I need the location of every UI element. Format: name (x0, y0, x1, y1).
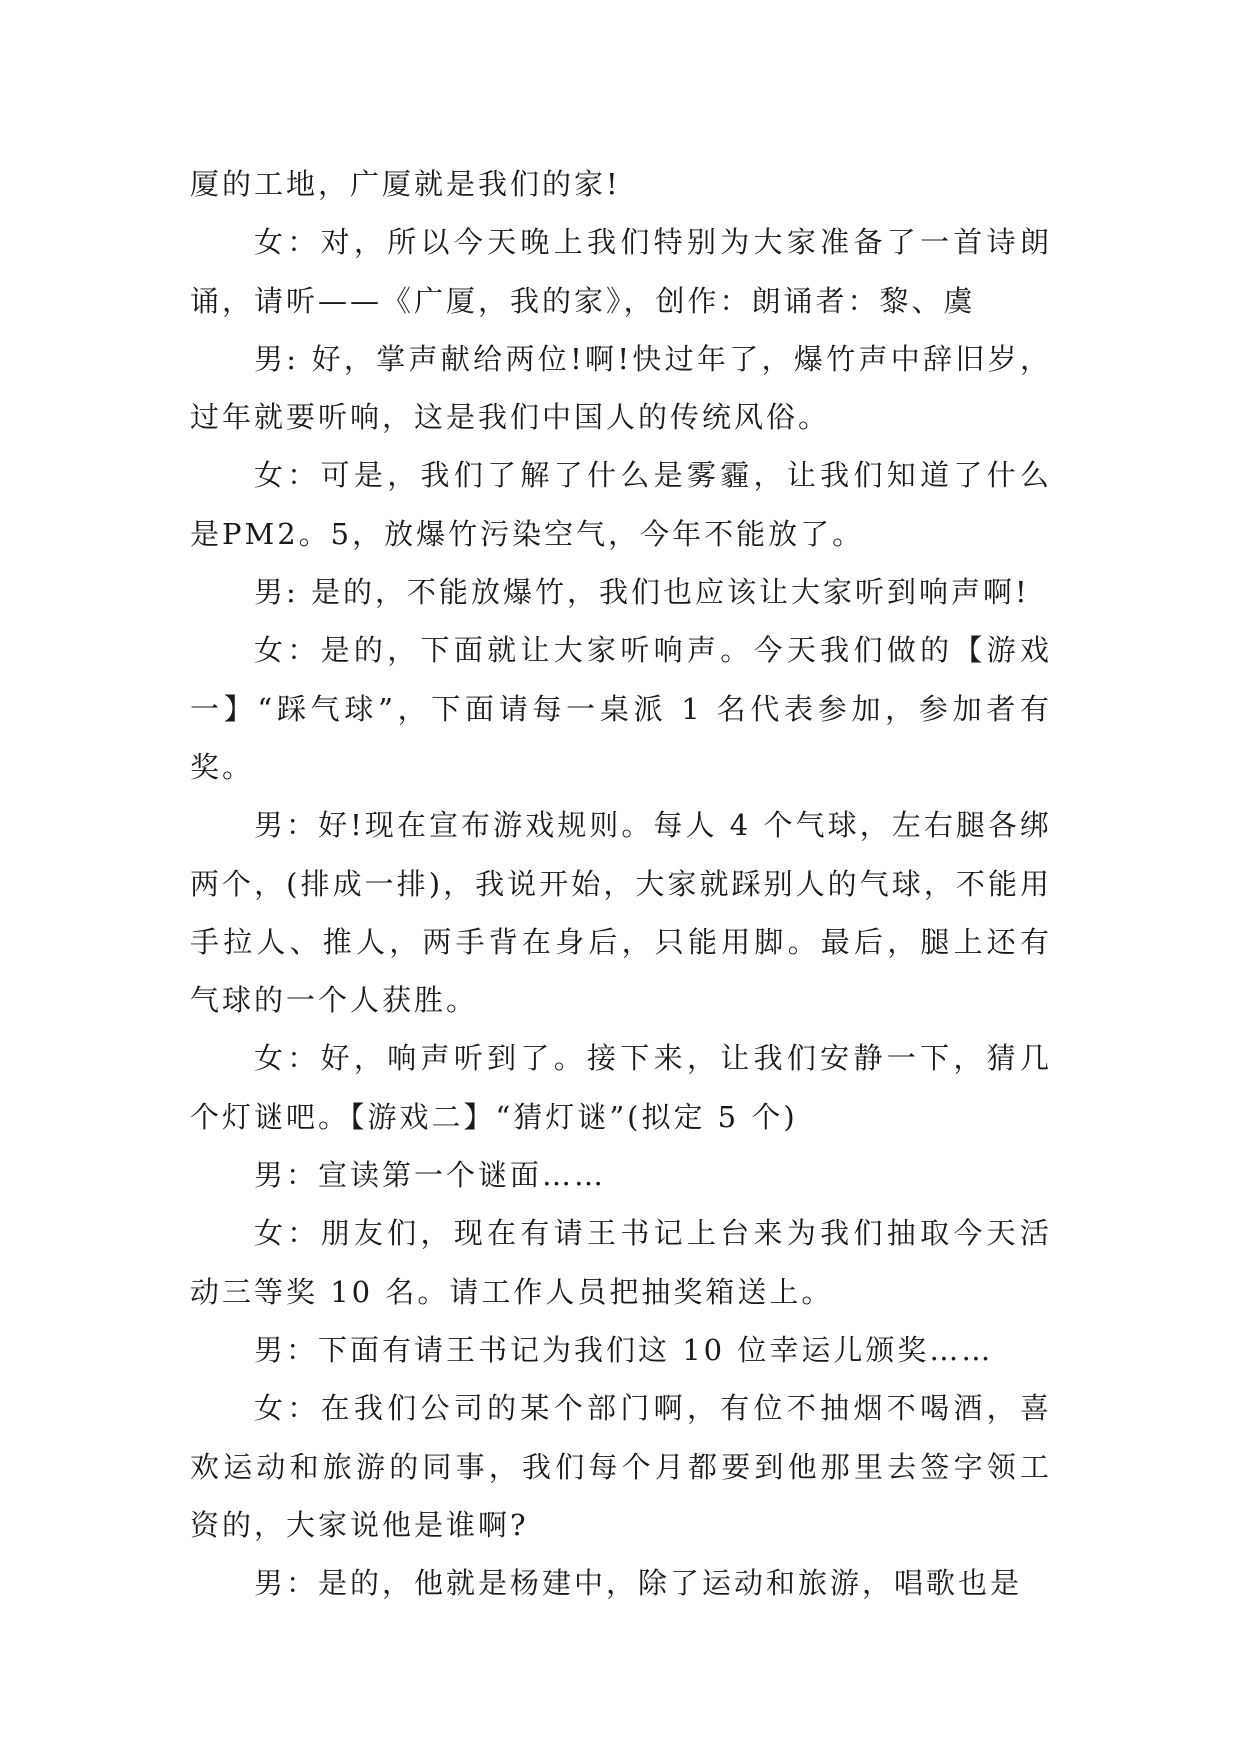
paragraph: 女：好，响声听到了。接下来，让我们安静一下，猜几个灯谜吧。【游戏二】“猜灯谜”(拟定 5 个) (190, 1041, 1052, 1134)
document-page (190, 155, 1052, 1612)
paragraph: 男: 是的，不能放爆竹，我们也应该让大家听到响声啊! (254, 575, 1030, 610)
paragraph: 女：是的，下面就让大家听响声。今天我们做的【游戏一】“踩气球”，下面请每一桌派 1 名代表参加，参加者有奖。 (190, 633, 1052, 784)
paragraph: 男：是的，他就是杨建中，除了运动和旅游，唱歌也是 (254, 1566, 1023, 1601)
paragraph: 男：宣读第一个谜面…… (254, 1158, 607, 1193)
paragraph: 男: 好，掌声献给两位!啊!快过年了，爆竹声中辞旧岁，过年就要听响，这是我们中国人的传统风俗。 (190, 341, 1052, 435)
paragraph: 男：下面有请王书记为我们这 10 位幸运儿颁奖…… (254, 1332, 994, 1367)
paragraph: 女：在我们公司的某个部门啊，有位不抽烟不喝酒，喜欢运动和旅游的同事，我们每个月都要到他那里去签字领工资的，大家说他是谁啊? (190, 1391, 1052, 1542)
paragraph: 女：对，所以今天晚上我们特别为大家准备了一首诗朗诵，请听——《广厦，我的家》，创作：朗诵者：黎、虞 (190, 225, 1052, 318)
paragraph: 女：可是，我们了解了什么是雾霾，让我们知道了什么是PM2。5，放爆竹污染空气，今年不能放了。 (190, 458, 1052, 551)
paragraph: 厦的工地，广厦就是我们的家! (190, 167, 621, 201)
paragraph: 女：朋友们，现在有请王书记上台来为我们抽取今天活动三等奖 10 名。请工作人员把抽奖箱送上。 (190, 1216, 1052, 1309)
paragraph: 男：好!现在宣布游戏规则。每人 4 个气球，左右腿各绑两个，(排成一排)，我说开始，大家就踩别人的气球，不能用手拉人、推人，两手背在身后，只能用脚。最后，腿上还有气球的一个人获胜。 (190, 808, 1052, 1018)
